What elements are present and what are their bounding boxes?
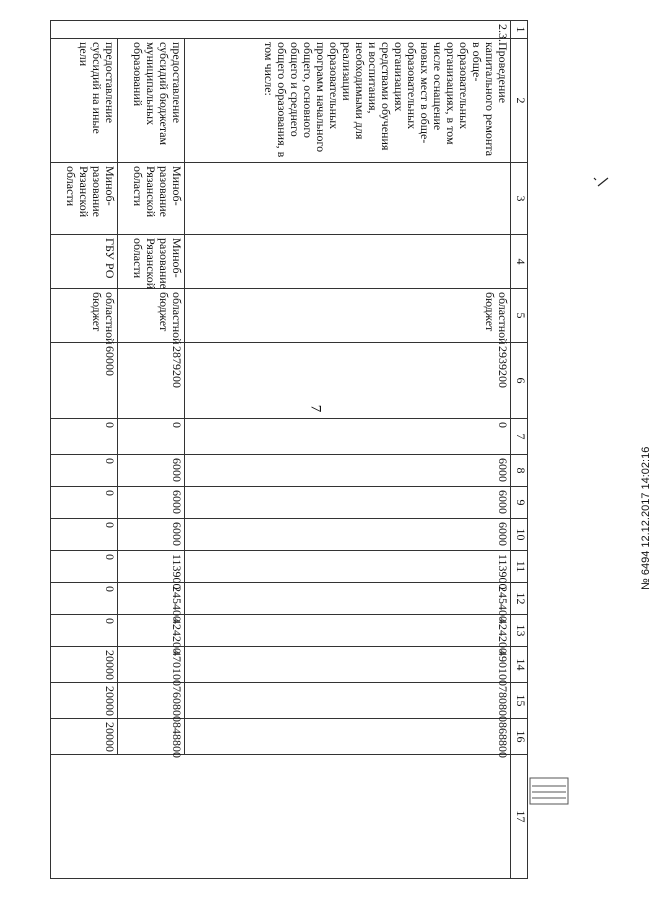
header-cell: 13 [511,615,528,647]
executor-cell [185,235,511,289]
header-cell: 17 [511,755,528,879]
header-cell: 9 [511,487,528,519]
value-cell: 0 [118,419,185,455]
value-cell: 0 [51,487,118,519]
header-cell: 12 [511,583,528,615]
value-cell: 60000 [51,343,118,419]
value-cell: 0 [51,583,118,615]
registration-stamp-icon [520,772,580,812]
value-cell: 6000 [118,455,185,487]
value-cell: 245400 [118,583,185,615]
value-cell: 113900 [185,551,511,583]
page-number: 7 [307,404,324,413]
table-row-main [185,21,511,879]
header-cell: 3 [511,163,528,235]
value-cell: 6000 [185,487,511,519]
header-cell: 14 [511,647,528,683]
value-cell: 848800 [118,719,185,755]
activity-name: Проведение капитального ремонта в обще-образовательных организациях, в том числе оснащение новых мест в обще-образовательных организациях средствами обучения и воспитания, необходимыми для реализации образовательных программ начального общего, основного общего и среднего общего образования, в том числе: [185,39,511,163]
header-cell: 10 [511,519,528,551]
header-cell: 4 [511,235,528,289]
value-cell: 113900 [118,551,185,583]
activity-name: предоставление субсидий бюджетам муниципальных образований [118,39,185,163]
value-cell: 868800 [185,719,511,755]
value-cell: 2879200 [118,343,185,419]
value-cell: 2939200 [185,343,511,419]
header-cell: 15 [511,683,528,719]
header-cell: 1 [511,21,528,39]
value-cell: 6000 [185,455,511,487]
header-cell: 11 [511,551,528,583]
source-cell: областной бюджет [118,289,185,343]
header-cell: 5 [511,289,528,343]
value-cell: 0 [51,455,118,487]
pen-mark-icon [590,172,612,194]
executor-cell: Миноб-разование Рязанской области [118,163,185,235]
notes-cell [51,755,511,879]
value-cell: 780800 [185,683,511,719]
value-cell: 6000 [118,487,185,519]
executor-cell: Миноб-разование Рязанской области [51,163,118,235]
executor-cell: Миноб-разование Рязанской области [118,235,185,289]
table-row-sub2 [51,21,118,879]
header-cell: 8 [511,455,528,487]
header-row [511,21,528,879]
value-cell: 0 [51,615,118,647]
value-cell: 0 [51,551,118,583]
value-cell: 20000 [51,683,118,719]
budget-table [50,20,528,879]
value-cell: 6000 [118,519,185,551]
header-cell: 7 [511,419,528,455]
value-cell: 245400 [185,583,511,615]
row-number: 2.3. [51,21,511,39]
value-cell: 760800 [118,683,185,719]
executor-cell: ГБУ РО [51,235,118,289]
value-cell: 470100 [118,647,185,683]
value-cell: 490100 [185,647,511,683]
table-row-sub1 [118,21,185,879]
value-cell: 6000 [185,519,511,551]
value-cell: 424200 [185,615,511,647]
value-cell: 424200 [118,615,185,647]
value-cell: 20000 [51,719,118,755]
value-cell: 0 [51,519,118,551]
value-cell: 20000 [51,647,118,683]
activity-name: предоставление субсидий на иные цели [51,39,118,163]
budget-table-rotated [56,20,528,850]
value-cell: 0 [185,419,511,455]
source-cell: областной бюджет [51,289,118,343]
executor-cell [185,163,511,235]
header-cell: 6 [511,343,528,419]
registration-number: № 6494 12.12.2017 14:02:16 [640,446,652,590]
header-cell: 2 [511,39,528,163]
source-cell: областной бюджет [185,289,511,343]
header-cell: 16 [511,719,528,755]
value-cell: 0 [51,419,118,455]
